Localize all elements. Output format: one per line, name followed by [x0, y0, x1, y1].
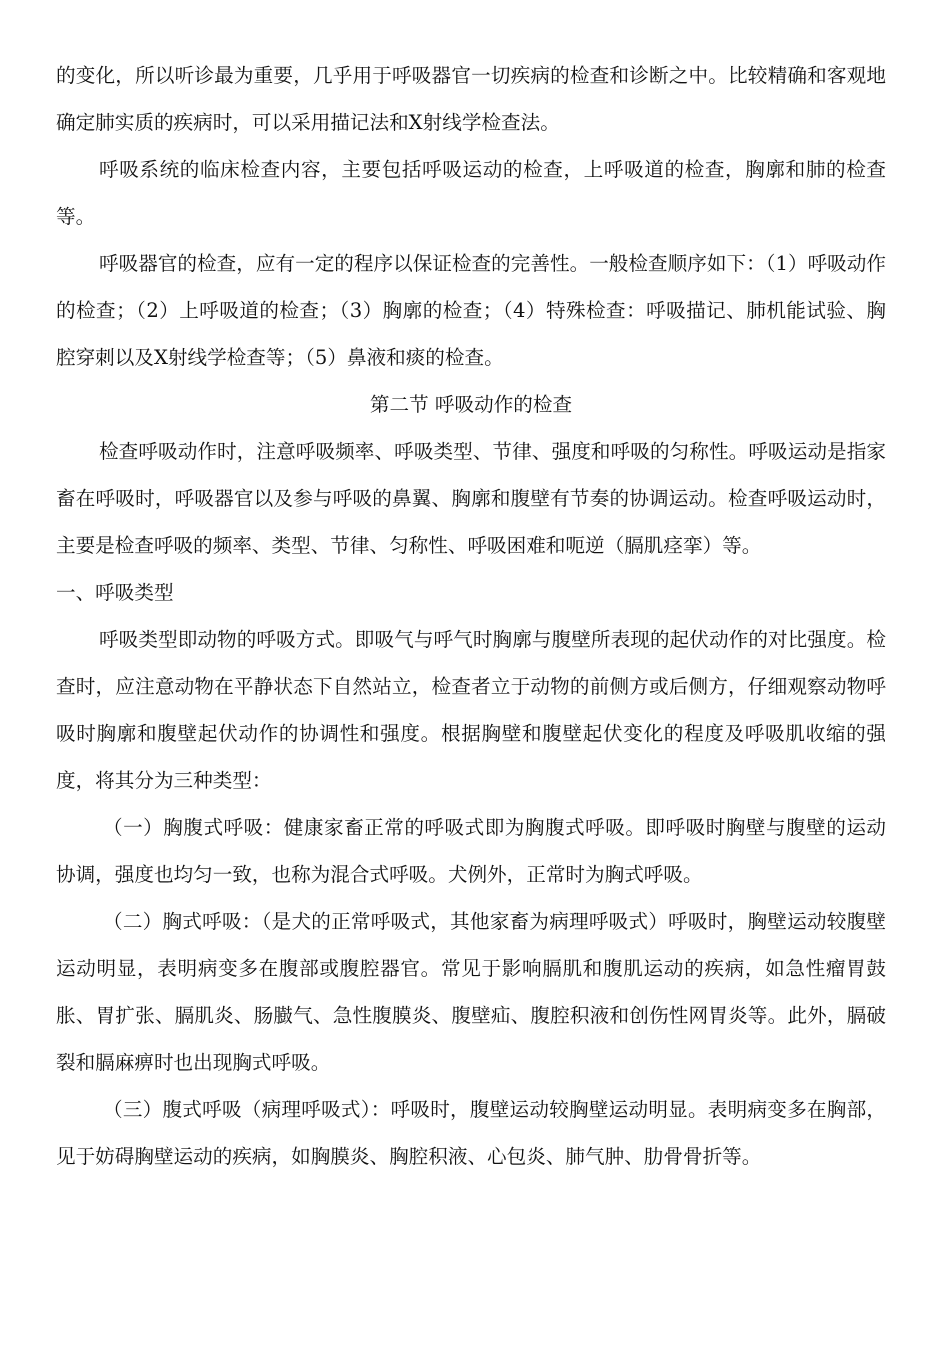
paragraph-chest-abdominal: （一）胸腹式呼吸：健康家畜正常的呼吸式即为胸腹式呼吸。即呼吸时胸壁与腹壁的运动协调，强度也均匀一致，也称为混合式呼吸。犬例外，正常时为胸式呼吸。	[56, 816, 886, 886]
subheading-breathing-type: 一、呼吸类型	[56, 581, 174, 604]
paragraph-abdominal: （三）腹式呼吸（病理呼吸式）：呼吸时，腹壁运动较胸壁运动明显。表明病变多在胸部，见于妨碍胸壁运动的疾病，如胸膜炎、胸腔积液、心包炎、肺气肿、肋骨骨折等。	[56, 1098, 886, 1168]
paragraph-breathing-motion: 检查呼吸动作时，注意呼吸频率、呼吸类型、节律、强度和呼吸的匀称性。呼吸运动是指家畜在呼吸时，呼吸器官以及参与呼吸的鼻翼、胸廓和腹壁有节奏的协调运动。检查呼吸运动时，主要是检查呼吸的频率、类型、节律、匀称性、呼吸困难和呃逆（膈肌痉挛）等。	[56, 440, 886, 557]
paragraph-continuation: 的变化，所以听诊最为重要，几乎用于呼吸器官一切疾病的检查和诊断之中。比较精确和客观地确定肺实质的疾病时，可以采用描记法和X射线学检查法。	[56, 64, 886, 134]
paragraph-breathing-type: 呼吸类型即动物的呼吸方式。即吸气与呼气时胸廓与腹壁所表现的起伏动作的对比强度。检查时，应注意动物在平静状态下自然站立，检查者立于动物的前侧方或后侧方，仔细观察动物呼吸时胸廓和腹壁起伏动作的协调性和强度。根据胸壁和腹壁起伏变化的程度及呼吸肌收缩的强度，将其分为三种类型：	[56, 628, 886, 792]
paragraph-exam-content: 呼吸系统的临床检查内容，主要包括呼吸运动的检查，上呼吸道的检查，胸廓和肺的检查等。	[56, 158, 886, 228]
paragraph-exam-order: 呼吸器官的检查，应有一定的程序以保证检查的完善性。一般检查顺序如下：（1）呼吸动作的检查；（2）上呼吸道的检查；（3）胸廓的检查；（4）特殊检查：呼吸描记、肺机能试验、胸腔穿刺以及X射线学检查等；（5）鼻液和痰的检查。	[56, 252, 886, 369]
document-page	[56, 52, 886, 1180]
paragraph-chest: （二）胸式呼吸：（是犬的正常呼吸式，其他家畜为病理呼吸式）呼吸时，胸壁运动较腹壁运动明显，表明病变多在腹部或腹腔器官。常见于影响膈肌和腹肌运动的疾病，如急性瘤胃鼓胀、胃扩张、膈肌炎、肠臌气、急性腹膜炎、腹壁疝、腹腔积液和创伤性网胃炎等。此外，膈破裂和膈麻痹时也出现胸式呼吸。	[56, 910, 886, 1074]
section-title: 第二节 呼吸动作的检查	[369, 393, 573, 416]
